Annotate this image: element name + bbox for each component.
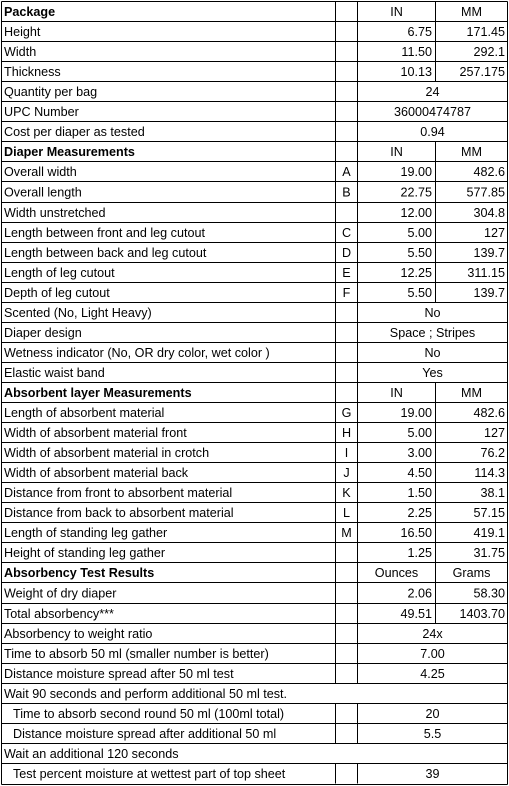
table-grid [1, 1, 508, 785]
value-primary-unit: 5.50 [407, 246, 432, 260]
row-label: Wetness indicator (No, OR dry color, wet color ) [4, 346, 270, 360]
merged-value: 4.25 [420, 667, 445, 681]
row-label: Scented (No, Light Heavy) [4, 306, 152, 320]
measurement-letter: K [342, 486, 351, 500]
value-secondary-unit: 482.6 [473, 406, 505, 420]
measurement-letter: H [341, 426, 352, 440]
unit-header-secondary: MM [461, 5, 482, 19]
row-label: Width of absorbent material front [4, 426, 187, 440]
merged-value: 5.5 [423, 727, 442, 741]
value-primary-unit: 4.50 [407, 466, 432, 480]
unit-header-primary: Ounces [374, 566, 419, 580]
value-primary-unit: 6.75 [407, 25, 432, 39]
row-label: Length of absorbent material [4, 406, 165, 420]
row-label: Test percent moisture at wettest part of top sheet [13, 767, 286, 781]
row-label: Distance from front to absorbent material [4, 486, 233, 500]
merged-value: 20 [425, 707, 440, 721]
row-label: Overall length [4, 185, 82, 200]
merged-value: 7.00 [420, 647, 445, 661]
value-primary-unit: 19.00 [400, 406, 432, 420]
value-primary-unit: 12.25 [400, 266, 432, 280]
merged-value: 36000474787 [393, 105, 472, 119]
row-label: Distance moisture spread after 50 ml test [4, 667, 234, 681]
value-secondary-unit: 1403.70 [459, 607, 505, 621]
unit-header-secondary: MM [461, 145, 482, 159]
measurement-letter: M [341, 526, 352, 540]
row-label: Absorbency to weight ratio [4, 627, 153, 641]
measurement-letter: C [341, 226, 352, 240]
value-primary-unit: 19.00 [400, 165, 432, 179]
measurement-letter: I [344, 446, 349, 460]
value-primary-unit: 1.25 [407, 546, 432, 560]
row-label: Weight of dry diaper [4, 586, 117, 601]
value-secondary-unit: 482.6 [473, 165, 505, 179]
row-label: Width of absorbent material in crotch [4, 446, 210, 460]
measurement-letter: E [342, 266, 351, 280]
value-secondary-unit: 292.1 [473, 45, 505, 59]
unit-header-primary: IN [390, 386, 403, 400]
row-label: Time to absorb 50 ml (smaller number is better) [4, 647, 269, 661]
value-primary-unit: 49.51 [400, 607, 432, 621]
row-label: Length between back and leg cutout [4, 246, 207, 260]
row-label: Width [4, 45, 37, 59]
merged-value: 39 [425, 767, 440, 781]
row-label: Cost per diaper as tested [4, 125, 145, 139]
merged-value: Space ; Stripes [389, 326, 476, 340]
value-secondary-unit: 31.75 [473, 546, 505, 560]
value-primary-unit: 5.50 [407, 286, 432, 300]
row-label: Thickness [4, 65, 61, 79]
measurement-letter: D [341, 246, 352, 260]
value-primary-unit: 10.13 [400, 65, 432, 79]
value-secondary-unit: 127 [483, 226, 505, 240]
row-label: Width unstretched [4, 206, 106, 220]
value-secondary-unit: 171.45 [466, 25, 505, 39]
merged-value: No [424, 346, 441, 360]
row-label: Height of standing leg gather [4, 546, 166, 560]
row-label: Width of absorbent material back [4, 466, 189, 480]
row-label: Diaper design [4, 326, 82, 340]
row-label: Quantity per bag [4, 85, 98, 99]
row-label: Distance moisture spread after additional 50 ml [13, 727, 277, 741]
value-primary-unit: 11.50 [401, 45, 432, 59]
value-secondary-unit: 38.1 [480, 486, 505, 500]
value-secondary-unit: 419.1 [473, 526, 505, 540]
merged-value: 24 [425, 85, 440, 99]
measurement-letter: J [343, 466, 350, 480]
measurement-letter: F [342, 286, 351, 300]
merged-value: Yes [422, 366, 443, 380]
merged-value: 0.94 [420, 125, 445, 139]
unit-header-primary: IN [390, 145, 403, 159]
value-primary-unit: 5.00 [407, 226, 432, 240]
value-secondary-unit: 139.7 [473, 286, 505, 300]
row-label: Length of standing leg gather [4, 526, 168, 540]
section-header-label: Package [4, 5, 56, 19]
row-label: Length of leg cutout [4, 266, 115, 280]
section-header-label: Diaper Measurements [4, 145, 135, 159]
value-secondary-unit: 304.8 [473, 206, 505, 220]
section-header-label: Absorbency Test Results [4, 566, 155, 580]
value-secondary-unit: 114.3 [474, 466, 505, 480]
value-primary-unit: 2.06 [407, 586, 432, 601]
row-label: UPC Number [4, 105, 79, 119]
measurement-letter: L [342, 506, 351, 520]
row-label: Time to absorb second round 50 ml (100ml total) [13, 707, 285, 721]
value-primary-unit: 2.25 [407, 506, 432, 520]
value-primary-unit: 3.00 [407, 446, 432, 460]
value-secondary-unit: 58.30 [473, 586, 505, 601]
merged-value: No [424, 306, 441, 320]
row-label: Length between front and leg cutout [4, 226, 205, 240]
measurement-letter: A [342, 165, 351, 179]
value-secondary-unit: 57.15 [473, 506, 505, 520]
value-secondary-unit: 311.15 [467, 266, 505, 280]
merged-value: 24x [422, 627, 443, 641]
value-secondary-unit: 139.7 [473, 246, 505, 260]
row-label: Depth of leg cutout [4, 286, 110, 300]
specification-table [1, 1, 508, 785]
unit-header-primary: IN [390, 5, 403, 19]
measurement-letter: G [341, 406, 352, 420]
value-secondary-unit: 127 [483, 426, 505, 440]
row-label: Total absorbency*** [4, 607, 114, 621]
row-label: Overall width [4, 165, 77, 179]
value-primary-unit: 16.50 [400, 526, 432, 540]
value-secondary-unit: 257.175 [459, 65, 505, 79]
value-primary-unit: 5.00 [407, 426, 432, 440]
row-label: Elastic waist band [4, 366, 105, 380]
value-secondary-unit: 76.2 [480, 446, 505, 460]
measurement-letter: B [342, 185, 351, 200]
row-label: Distance from back to absorbent material [4, 506, 234, 520]
value-primary-unit: 1.50 [407, 486, 432, 500]
value-primary-unit: 22.75 [400, 185, 432, 200]
section-note: Wait 90 seconds and perform additional 50 ml test. [4, 687, 288, 701]
section-header-label: Absorbent layer Measurements [4, 386, 192, 400]
section-note: Wait an additional 120 seconds [4, 747, 179, 761]
row-label: Height [4, 25, 41, 39]
unit-header-secondary: Grams [452, 566, 491, 580]
unit-header-secondary: MM [461, 386, 482, 400]
value-primary-unit: 12.00 [400, 206, 432, 220]
value-secondary-unit: 577.85 [466, 185, 505, 200]
